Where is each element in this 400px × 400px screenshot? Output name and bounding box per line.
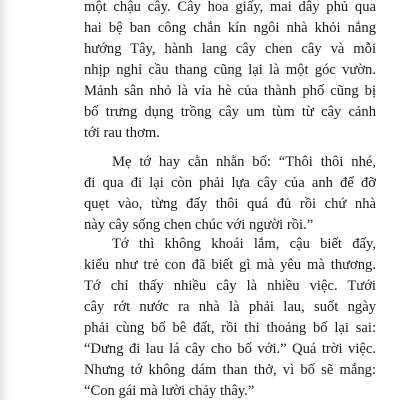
text-line: Mảnh sân nhỏ là vỉa hè của thành phố cũng bị bbox=[84, 83, 376, 99]
text-line: “Dưng đi lau lá cây cho bố với.” Quá trời việc. bbox=[84, 341, 376, 357]
text-line: quẹt vào, từng đấy thôi quá đủ rồi chứ nhà bbox=[84, 196, 376, 212]
text-line: cây rớt nước ra nhà là phải lau, suốt ngày bbox=[84, 299, 376, 315]
text-line: phải cùng bố bê đất, rồi thi thoảng bố lại sai: bbox=[84, 320, 376, 336]
text-line: Tớ thì không khoái lắm, cậu biết đấy, bbox=[112, 236, 376, 252]
text-line: nhịp nghỉ cầu thang cũng lại là một góc vườn. bbox=[84, 62, 376, 78]
paragraph-1 bbox=[84, 0, 376, 144]
paragraph-3 bbox=[84, 234, 376, 400]
text-line: một chậu cây. Cây hoa giấy, mai dây phủ qua bbox=[84, 0, 376, 15]
text-line: hướng Tây, hành lang cây chen cây và mỗi bbox=[84, 41, 376, 57]
text-line: tới rau thơm. bbox=[84, 125, 160, 141]
text-line: Nhưng tớ không dám than thở, vì bố sẽ mắng: bbox=[84, 362, 376, 378]
text-line: này cây sống chen chúc với người rồi.” bbox=[84, 217, 314, 233]
text-line: hai bệ ban công chắn kín ngôi nhà khỏi nắng bbox=[84, 20, 376, 36]
paragraph-2 bbox=[84, 152, 376, 236]
page-gutter-shadow bbox=[0, 0, 10, 400]
text-line: kiểu như trẻ con đã biết gì mà yêu mà thương. bbox=[84, 257, 376, 273]
text-line: Tớ chỉ thấy nhiều cây là nhiều việc. Tưới bbox=[84, 278, 376, 294]
text-line: Mẹ tớ hay cằn nhằn bố: “Thôi thôi nhé, bbox=[112, 154, 376, 170]
text-line: đi qua đi lại còn phải lựa cây của anh để đỡ bbox=[84, 175, 376, 191]
text-line: bố trưng dụng trồng cây um tùm từ cây cảnh bbox=[84, 104, 376, 120]
text-line: “Con gái mà lười chảy thây.” bbox=[84, 383, 255, 399]
